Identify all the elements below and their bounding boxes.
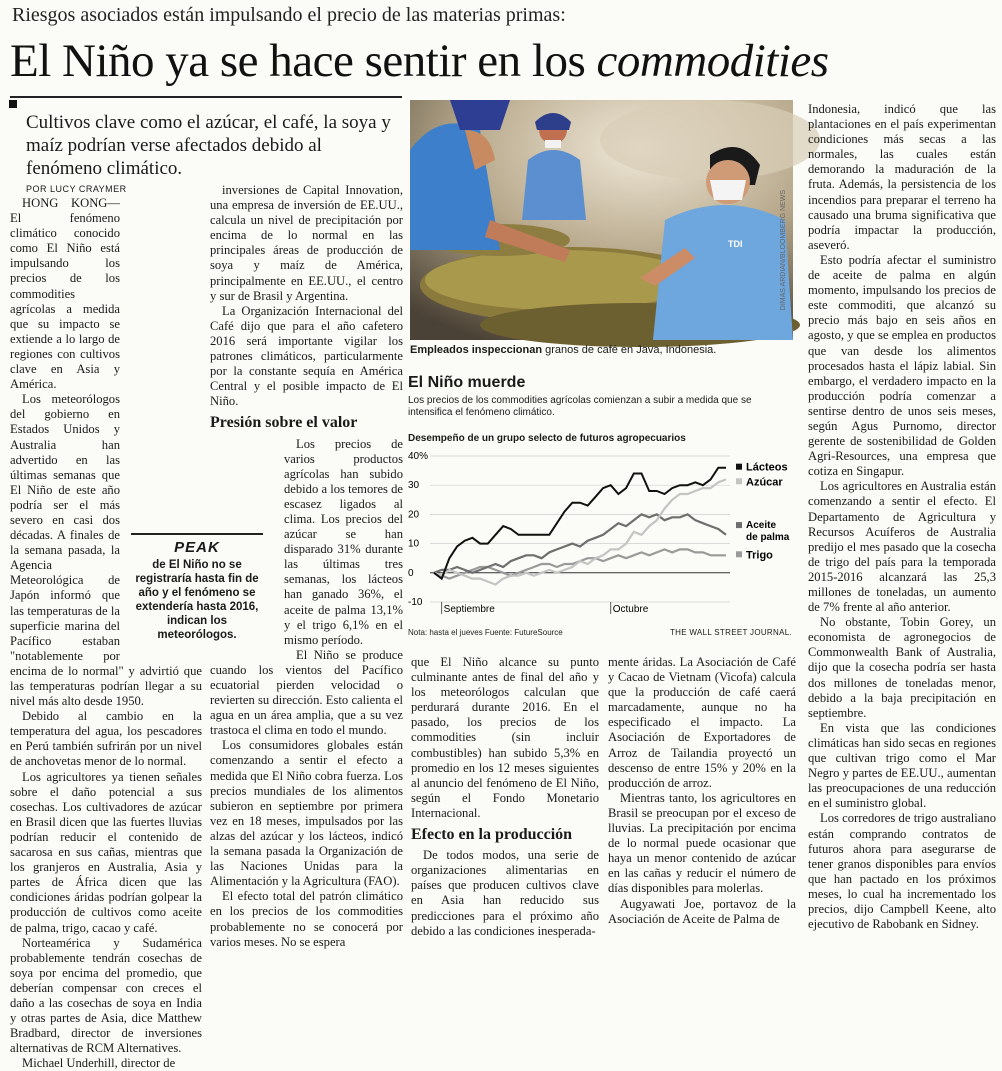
x-tick-label: Septiembre (443, 604, 495, 615)
legend-label: Aceite (746, 520, 777, 532)
col1-para: Los agricultores ya tienen señales sobre el daño potencial a sus cosechas. Los cultivadores de azúcar en Brasil dicen que las fuertes lluvias podrían reducir el contenido de sacarosa en sus cañas, mientras que los granjeros en Australia, Asia y partes de África dicen que las condiciones áridas podrían golpear la producción de cultivos como aceite de palma, trigo, cacao y café. (10, 769, 202, 935)
col1-para: HONG KONG—El fenómeno climático conocido como El Niño está impulsando los precios de los commodities agrícolas a medida que su impacto se extiende a lo largo de regiones con cultivos clave en Asia y América. (10, 196, 120, 392)
pullquote (131, 533, 263, 653)
y-tick-label: 40% (408, 451, 429, 462)
y-tick-label: 0 (408, 567, 414, 579)
photo-caption (410, 344, 793, 356)
col1-para: Michael Underhill, director de (22, 1056, 176, 1071)
legend-label: de palma (746, 532, 790, 544)
y-tick-label: 10 (408, 538, 420, 550)
col5-para: No obstante, Tobin Gorey, un economista de agronegocios de Commonwealth Bank of Australia, dijo que la cosecha podría ser hasta dos millones de toneladas menor, debido a la baja precipitación en septiembre. (808, 615, 996, 720)
series-line-3 (434, 549, 726, 578)
byline: POR LUCY CRAYMER (26, 184, 127, 194)
col4-para: mente áridas. La Asociación de Café y Cacao de Vietnam (Vicofa) calcula que la producción de café caerá marcadamente, aunque no ha especificado el impacto. La Asociación de Exportadores de Arroz de Tailandia proyectó un descenso de entre 15% y 20% en la producción de arroz. (608, 655, 796, 790)
pullquote-head: PEAK (174, 539, 220, 556)
col4-para: Augyawati Joe, portavoz de la Asociación de Aceite de Palma de (608, 896, 796, 926)
shirt-text: TDI (728, 239, 743, 249)
col3-para: que El Niño alcance su punto culminante antes de final del año y los meteorólogos calculan que perdurará durante 2016. En el pasado, los precios de los commodities (sin incluir combustibles) han subido 5,3% en promedio en los 12 meses siguientes al anuncio del fenómeno de El Niño, según el Fondo Monetario Internacional. (411, 655, 599, 820)
col2-para: Los precios de varios productos agrícolas han subido debido a los temores de escasez ligados al clima. Los precios del azúcar se han disparado 31% durante las últimas tres semanas, los lácteos han ganado 36%, el aceite de palma 13,1% y el trigo 6,1% en el mismo período. (284, 436, 403, 647)
col1-para: Norteamérica y Sudamérica probablemente tendrán cosechas de soya por encima del promedio, que deberían compensar con creces el daño a las cosechas de soya en India y otras partes de Asia, dice Matthew Bradbard, director de inversiones alternativas de RCM Alternatives. (10, 935, 202, 1056)
chart-title: El Niño muerde (408, 374, 526, 391)
chart (408, 374, 796, 644)
headline-rule (10, 96, 402, 98)
col2-para: El Niño se produce cuando los vientos del Pacífico ecuatorial pierden velocidad o revierten su dirección. Esto calienta el agua en un área amplia, que a su vez trastoca el clima en todo el mundo. (210, 647, 403, 738)
chart-plot (408, 450, 796, 630)
coffee-workers-photo (410, 100, 793, 340)
x-tick-label: Octubre (612, 604, 649, 615)
col2-para: La Organización Internacional del Café dijo que para el año cafetero 2016 será importante vigilar los patrones climáticos, particularmente por la constante sequía en América Central y el posible impacto de El Niño. (210, 303, 403, 409)
photo-illustration (410, 100, 793, 340)
chart-panel-title: Desempeño de un grupo selecto de futuros agropecuarios (408, 433, 686, 444)
pullquote-text: de El Niño no se registraría hasta fin de año y el fenómeno se extendería hasta 2016, indican los meteorólogos. (135, 559, 259, 641)
legend-swatch (736, 522, 742, 528)
column-5 (808, 102, 996, 940)
photo-credit: DIMAS ARDIAN/BLOOMBERG NEWS (780, 190, 787, 311)
column-4 (608, 655, 796, 940)
caption-rest: granos de café en Java, Indonesia. (542, 344, 717, 356)
col1-para: Debido al cambio en la temperatura del agua, los pescadores en Perú también sufrirán por un nivel de anchovetas menor de lo normal. (10, 709, 202, 769)
col3-para: De todos modos, una serie de organizaciones alimentarias en países que producen cultivos clave en Asia han reducido sus predicciones para el próximo año debido a las condiciones inesperada- (411, 848, 599, 938)
y-tick-label: -10 (408, 597, 423, 608)
col5-para: En vista que las condiciones climáticas han sido secas en regiones que cultivan trigo como el Mar Negro y partes de EE.UU., aumentan las preocupaciones de una reducción en el suministro global. (808, 720, 996, 811)
legend-label: Trigo (746, 549, 773, 562)
col2-para: Los consumidores globales están comenzando a sentir el efecto a medida que El Niño cobra fuerza. Los precios mundiales de los alimentos subieron en septiembre por primera vez en 18 meses, impulsados por las alzas del azúcar y los lácteos, indicó la semana pasada la Organización de las Naciones Unidas para la Alimentación y la Agricultura (FAO). (210, 738, 403, 889)
y-tick-label: 20 (408, 509, 420, 521)
legend-swatch (736, 478, 742, 484)
legend-label: Lácteos (746, 461, 788, 474)
headline-italic: commodities (596, 35, 829, 87)
col5-para: Los agricultores en Australia están comenzando a sentir el efecto. El Departamento de Agricultura y Recursos Acuíferos de Australia predijo el mes pasado que la cosecha de trigo del país para la temporada 2015-2016 alcanzará las 25,3 millones de toneladas, un aumento de 7% frente al año anterior. (808, 479, 996, 615)
col2-para: El efecto total del patrón climático en los precios de los commodities probablemente no se conocerá por varios meses. No se espera (210, 889, 403, 949)
y-tick-label: 30 (408, 480, 420, 492)
legend-swatch (736, 464, 742, 470)
chart-note: Nota: hasta el jueves Fuente: FutureSource (408, 628, 563, 637)
subhead-efecto: Efecto en la producción (411, 826, 573, 844)
chart-subtitle: Los precios de los commodities agrícolas comienzan a subir a medida que se intensifica el fenómeno climático. (408, 395, 752, 418)
col5-para: Esto podría afectar el suministro de aceite de palma en algún momento, impulsando los precios de este commoditi, que alcanzó su precio más bajo en seis años en agosto, y que se emplea en productos que van desde los alimentos procesados hasta el lápiz labial. Sin embargo, el verdadero impacto en la producción podría comenzar a sentirse dentro de unos seis meses, según Agus Purnomo, director gerente de sostenibilidad de Golden Agri-Resources, una empresa que cotiza en Singapur. (808, 252, 996, 479)
caption-bold: Empleados inspeccionan (410, 344, 543, 356)
kicker: Riesgos asociados están impulsando el precio de las materias primas: (12, 4, 566, 26)
deck: Cultivos clave como el azúcar, el café, la soya y maíz podrían verse afectados debido al fenómeno climático. (26, 112, 391, 179)
deck-bullet (9, 100, 17, 108)
col5-para: Los corredores de trigo australiano están comprando contratos de futuros ahora para asegurarse de tener granos disponibles para envíos que han pactado en los próximos meses, lo cual ha incrementado los precios, dijo Campbell Keene, alto ejecutivo de Rabobank en Sidney. (808, 811, 996, 932)
col4-para: Mientras tanto, los agricultores en Brasil se preocupan por el exceso de lluvias. La precipitación por encima de lo normal puede ocasionar que haya un menor contenido de azúcar en las cañas y reducir el número de días disponibles para molerlas. (608, 790, 796, 896)
chart-brand: THE WALL STREET JOURNAL. (669, 628, 792, 637)
col2-para: inversiones de Capital Innovation, una empresa de inversión de EE.UU., calcula un nivel de precipitación por encima de lo normal en las principales áreas de producción de soya y maíz de América, principalmente en EE.UU., el centro y sur de Brasil y Argentina. (210, 183, 403, 303)
column-3 (411, 655, 599, 940)
col1-para: Los meteorólogos del gobierno en Estados Unidos y Australia han advertido en las últimas semanas que El Niño de este año podría ser el más severo en casi dos décadas. A finales de la semana pasada, la Agencia Meteorológica de Japón informó que las temperaturas de la superficie marina del Pacífico estaban "notablemente por encima de lo normal" y advirtió que las temperaturas podrían llegar a su nivel más alto desde 1950. (10, 392, 202, 709)
legend-swatch (736, 551, 742, 557)
subhead-presion: Presión sobre el valor (210, 414, 358, 432)
legend-label: Azúcar (746, 476, 783, 489)
headline (10, 34, 829, 88)
headline-main: El Niño ya se hace sentir en los (10, 35, 597, 87)
col5-para: Indonesia, indicó que las plantaciones en el país experimentan condiciones más secas a las normales, las cuales están demorando la maduración de la fruta. Además, la persistencia de los incendios para preparar el terreno ha causado una bruma significativa que podría impactar la producción, aseveró. (808, 102, 996, 252)
